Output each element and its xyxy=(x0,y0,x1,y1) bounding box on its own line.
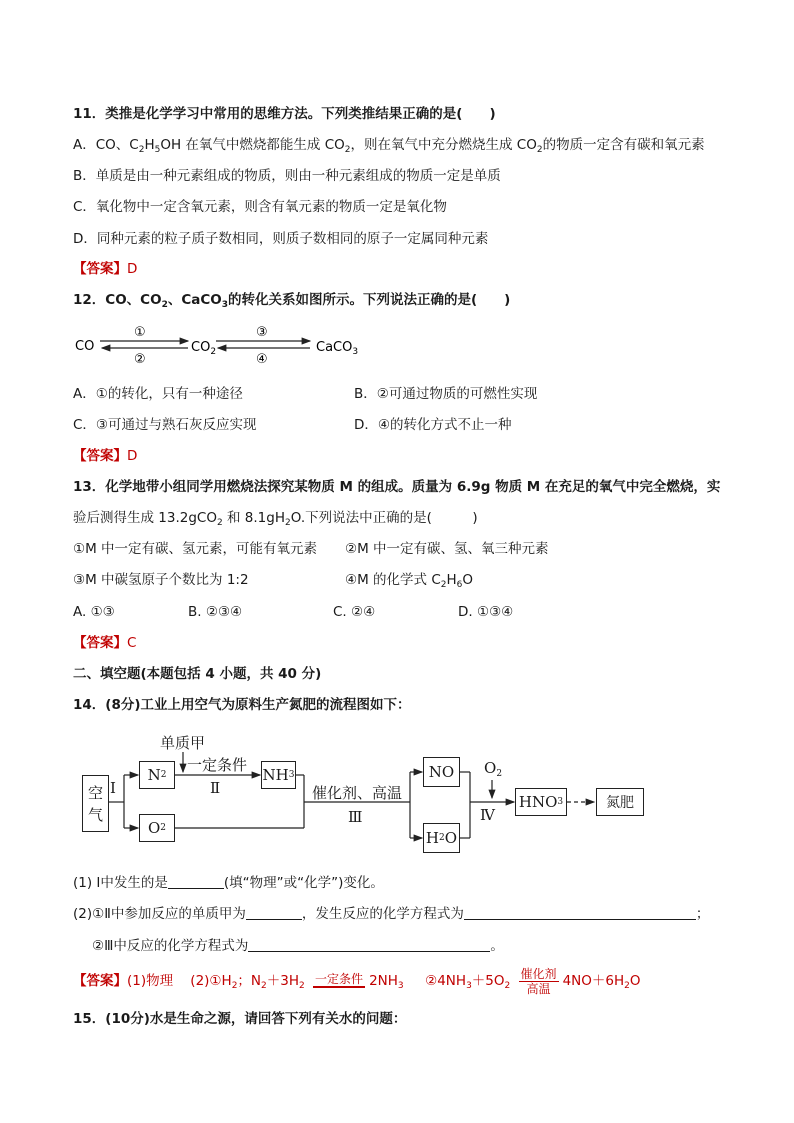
q13-stem-line2: 验后测得生成 13.2gCO$_2$ 和 $8.1gH_2O$.下列说法中正确的是( ) xyxy=(73,510,478,528)
q15-stem: 15．(10分)水是生命之源，请回答下列有关水的问题： xyxy=(73,1011,407,1027)
q13-statement-4: ④M 的化学式 $C_2H_6O$ xyxy=(345,572,474,590)
o2-box: O 2 xyxy=(139,814,175,842)
q12-option-a: A．①的转化，只有一种途径 xyxy=(73,386,243,402)
q11-option-d: D．同种元素的粒子质子数相同，则质子数相同的原子一定属同种元素 xyxy=(73,231,489,247)
reaction-1-label: ① xyxy=(134,325,146,340)
reaction-3-label: ③ xyxy=(256,325,268,340)
q14-blank-3[interactable] xyxy=(464,906,696,920)
h2o-box: H 2 O xyxy=(423,823,460,853)
q13-stem-line1: 13．化学地带小组同学用燃烧法探究某物质 M 的组成。质量为 6.9g 物质 M 在充足的氧气中完全燃烧，实 xyxy=(73,479,721,495)
q13-statement-3: ③M 中碳氢原子个数比为 1:2 xyxy=(73,572,249,588)
q12-option-b: B．②可通过物质的可燃性实现 xyxy=(354,386,538,402)
co-label: CO xyxy=(75,339,95,354)
q11-answer: 【答案】D xyxy=(73,261,138,277)
air-box: 空 气 xyxy=(82,775,109,832)
nh3-box: NH 3 xyxy=(261,761,296,789)
q13-option-d: D. ①③④ xyxy=(458,604,514,620)
catalyst-label: 催化剂、高温 xyxy=(312,784,403,802)
step-3-label: Ⅲ xyxy=(348,808,363,826)
q12-option-c: C．③可通过与熟石灰反应实现 xyxy=(73,417,257,433)
substance-jia-label: 单质甲 xyxy=(160,734,206,752)
q13-option-b: B. ②③④ xyxy=(188,604,243,620)
co2-label: $CO_2$ xyxy=(191,340,217,357)
q11-option-b: B．单质是由一种元素组成的物质，则由一种元素组成的物质一定是单质 xyxy=(73,168,501,184)
certain-condition-label: 一定条件 xyxy=(187,756,248,774)
q12-conversion-diagram xyxy=(70,320,370,368)
q11-stem: 11．类推是化学学习中常用的思维方法。下列类推结果正确的是( ) xyxy=(73,106,496,122)
step-2-label: Ⅱ xyxy=(210,779,221,797)
q11-option-c: C．氧化物中一定含氧元素，则含有氧元素的物质一定是氧化物 xyxy=(73,199,447,215)
q14-sub1: (1) Ⅰ中发生的是 (填“物理”或“化学”)变化。 xyxy=(73,875,384,891)
caco3-label: CaCO$_3$ xyxy=(316,340,359,357)
q13-answer: 【答案】C xyxy=(73,635,137,651)
q13-statement-2: ②M 中一定有碳、氢、氧三种元素 xyxy=(345,541,549,557)
q11-option-a: A．CO、$C_2H_5OH$ 在氧气中燃烧都能生成 $CO_2$，则在氧气中充分燃烧生成 $CO_2$的物质一定含有碳和氧元素 xyxy=(73,137,705,155)
q14-blank-2[interactable] xyxy=(246,906,302,920)
q13-option-c: C. ②④ xyxy=(333,604,376,620)
reaction-2-label: ② xyxy=(134,352,146,367)
q14-blank-4[interactable] xyxy=(248,938,490,952)
step-1-label: Ⅰ xyxy=(110,779,116,797)
q12-option-d: D．④的转化方式不止一种 xyxy=(354,417,512,433)
q14-stem: 14．(8分)工业上用空气为原料生产氮肥的流程图如下： xyxy=(73,697,411,713)
q14-sub3: ②Ⅲ中反应的化学方程式为 。 xyxy=(92,938,504,954)
no-box: NO xyxy=(423,757,460,787)
q14-blank-1[interactable] xyxy=(168,875,224,889)
n2-box: N 2 xyxy=(139,761,175,789)
q12-answer: 【答案】D xyxy=(73,448,138,464)
step-4-label: Ⅳ xyxy=(480,806,495,824)
q13-option-a: A. ①③ xyxy=(73,604,115,620)
reaction-4-label: ④ xyxy=(256,352,268,367)
q13-statement-1: ①M 中一定有碳、氢元素，可能有氧元素 xyxy=(73,541,318,557)
nitrogen-fertilizer-box: 氮肥 xyxy=(596,788,644,816)
hno3-box: HNO 3 xyxy=(515,788,567,816)
o2-top-label: $O_2$ xyxy=(484,759,503,779)
q12-stem: 12．CO、$CO_2$、CaCO$_3$的转化关系如图所示。下列说法正确的是( ) xyxy=(73,292,511,310)
q14-sub2: (2)①Ⅱ中参加反应的单质甲为 ，发生反应的化学方程式为 ； xyxy=(73,906,710,922)
section-2-heading: 二、填空题(本题包括 4 小题，共 40 分) xyxy=(73,666,322,682)
q14-answer: 【答案】(1)物理 $(2)①H_2$；$N_2+3H_2$ 一定条件 $2NH_3$ $②4NH_3+5O_2$ $\frac{\text{催化剂}}{\text{高温}}$ $4NO+6H_2O$ xyxy=(73,966,641,996)
